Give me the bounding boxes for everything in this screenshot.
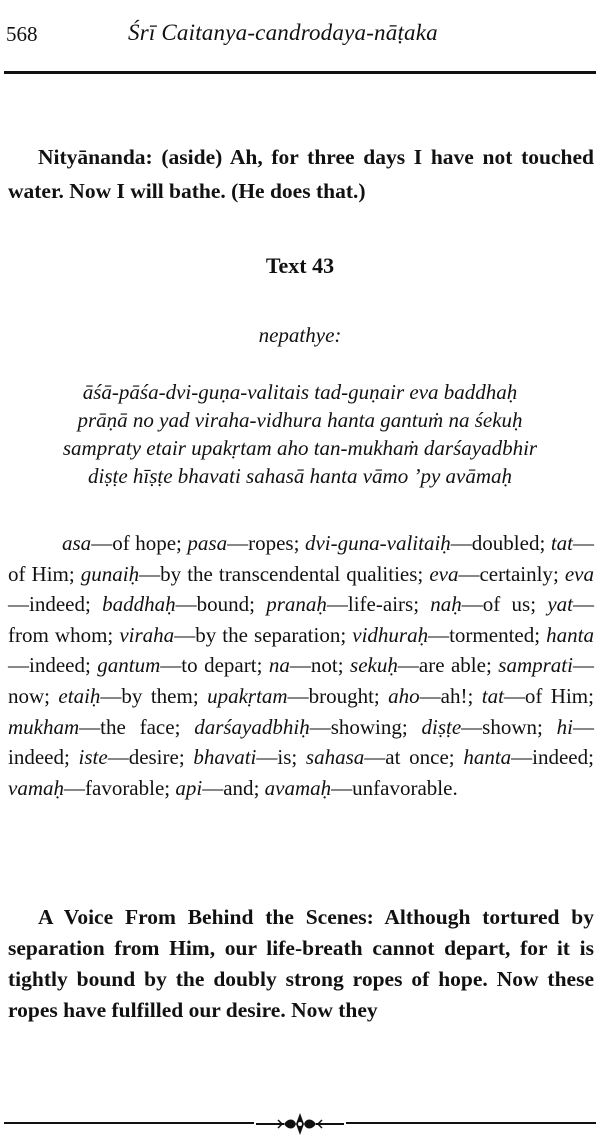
synonym-word: diṣṭe xyxy=(421,714,462,739)
verse-line: prāṇā no yad viraha-vidhura hanta gantuṁ na śekuḥ xyxy=(77,408,523,432)
synonym-word: pasa xyxy=(187,531,228,555)
synonym-word: tat xyxy=(481,683,504,708)
synonym-meaning: by the transcendental qualities xyxy=(160,561,418,586)
ornament-line-right xyxy=(346,1122,596,1124)
synonym-word: aho xyxy=(388,683,420,708)
voice-speech-text: A Voice From Behind the Scenes: Although tortured by separation from Him, our life-breath cannot depart, for it is tightly bound by the doubly strong ropes of hope. Now these ropes have fulfilled our desire. Now they xyxy=(8,905,594,1022)
synonym-word: yat xyxy=(547,592,573,617)
synonym-word: baddhaḥ xyxy=(102,592,176,617)
synonym-meaning: indeed xyxy=(532,745,589,770)
synonym-meaning: from whom xyxy=(8,622,108,647)
synonym-meaning: to depart xyxy=(181,653,257,678)
synonym-meaning: the face xyxy=(100,714,175,739)
synonym-meaning: of hope xyxy=(112,531,177,555)
synonym-word: darśayadbhiḥ xyxy=(194,714,310,739)
synonym-word: sekuḥ xyxy=(350,653,398,678)
synonym-word: eva xyxy=(429,561,459,586)
synonym-meaning: and xyxy=(223,775,254,800)
synonym-word: pranaḥ xyxy=(266,592,327,617)
synonym-word: gantum xyxy=(97,653,161,678)
synonym-meaning: brought xyxy=(308,683,374,708)
verse-line: āśā-pāśa-dvi-guṇa-valitais tad-guṇair eva baddhaḥ xyxy=(82,380,518,404)
synonym-word: sahasa xyxy=(305,745,365,770)
synonym-meaning: desire xyxy=(128,745,179,770)
page-number: 568 xyxy=(6,22,38,46)
header-rule xyxy=(4,71,596,74)
synonym-meaning: are able xyxy=(418,653,486,678)
synonym-word: hi xyxy=(556,714,573,739)
synonym-word: api xyxy=(175,775,203,800)
synonym-meaning: shown xyxy=(482,714,538,739)
synonym-meaning: indeed xyxy=(29,653,85,678)
synonym-meaning: life-airs xyxy=(347,592,414,617)
synonym-word: naḥ xyxy=(430,592,462,617)
synonym-meaning: of Him xyxy=(524,683,589,708)
synonym-word: vamaḥ xyxy=(8,775,64,800)
synonym-word: hanta xyxy=(546,622,595,647)
synonym-word: dvi-guna-valitaiḥ xyxy=(304,531,451,555)
synonym-word: etaiḥ xyxy=(58,683,101,708)
synonym-meaning: by them xyxy=(121,683,193,708)
synonym-word: asa xyxy=(62,531,92,555)
nityananda-speech xyxy=(8,140,594,208)
synonym-meaning: indeed xyxy=(29,592,85,617)
synonym-meaning: ropes xyxy=(248,531,294,555)
verse-block xyxy=(0,378,600,490)
synonym-word: avamaḥ xyxy=(264,775,332,800)
synonym-meaning: by the separation xyxy=(195,622,341,647)
synonym-meaning: ah! xyxy=(440,683,468,708)
verse-intro: nepathye: xyxy=(258,323,342,347)
synonym-word: mukham xyxy=(8,714,80,739)
voice-speech xyxy=(8,902,594,1026)
synonym-word: na xyxy=(268,653,290,678)
synonym-meaning: of us xyxy=(482,592,531,617)
synonym-meaning: showing xyxy=(330,714,402,739)
synonym-word: upakṛtam xyxy=(207,683,288,708)
verse-line: diṣṭe hīṣṭe bhavati sahasā hanta vāmo ’py avāmaḥ xyxy=(87,464,513,488)
synonym-meaning: at once xyxy=(385,745,449,770)
nityananda-speech-text: Nityānanda: (aside) Ah, for three days I have not touched water. Now I will bathe. (He does that.) xyxy=(8,145,594,203)
synonym-word: bhavati xyxy=(193,745,257,770)
synonym-meaning: unfavorable xyxy=(352,775,453,800)
synonym-meaning: certainly xyxy=(479,561,553,586)
synonym-meaning: favorable xyxy=(85,775,165,800)
page-header xyxy=(0,14,600,54)
synonym-word: hanta xyxy=(463,745,512,770)
synonym-meaning: now xyxy=(8,683,45,708)
text-heading: Text 43 xyxy=(265,253,335,278)
ornament-line-left xyxy=(4,1122,254,1124)
synonyms-paragraph: asa—of hope; pasa—ropes; dvi-guna-valitaiḥ—doubled; tat—of Him; gunaiḥ—by the transcendental qualities; eva—certainly; eva—indeed; baddhaḥ—bound; pranaḥ—life-airs; naḥ—of us; yat—from whom; viraha—by the separation; vidhuraḥ—tormented; hanta—indeed; gantum—to depart; na—not; sekuḥ—are able; samprati—now; etaiḥ—by them; upakṛtam—brought; aho—ah!; tat—of Him; mukham—the face; darśayadbhiḥ—showing; diṣṭe—shown; hi—indeed; iste—desire; bhavati—is; sahasa—at once; hanta—indeed; vamaḥ—favorable; api—and; avamaḥ—unfavorable. xyxy=(8,531,595,800)
synonym-meaning: bound xyxy=(196,592,250,617)
synonym-meaning: not xyxy=(310,653,338,678)
verse-line: sampraty etair upakṛtam aho tan-mukhaṁ darśayadbhir xyxy=(62,436,538,460)
synonym-meaning: is xyxy=(277,745,292,770)
synonym-meaning: tormented xyxy=(449,622,535,647)
synonym-word: samprati xyxy=(498,653,573,678)
synonym-word: eva xyxy=(564,561,594,586)
footer-ornament xyxy=(0,1108,600,1138)
synonym-word: iste xyxy=(78,745,108,770)
synonym-word: vidhuraḥ xyxy=(352,622,429,647)
synonym-meaning: of Him xyxy=(8,561,69,586)
synonym-word: viraha xyxy=(119,622,175,647)
synonym-meaning: doubled xyxy=(471,531,540,555)
synonym-word: tat xyxy=(550,531,573,555)
ornament-flourish-icon xyxy=(254,1110,346,1138)
synonym-word: gunaiḥ xyxy=(80,561,140,586)
running-title: Śrī Caitanya-candrodaya-nāṭaka xyxy=(128,20,438,45)
synonym-meaning: indeed xyxy=(8,745,64,770)
